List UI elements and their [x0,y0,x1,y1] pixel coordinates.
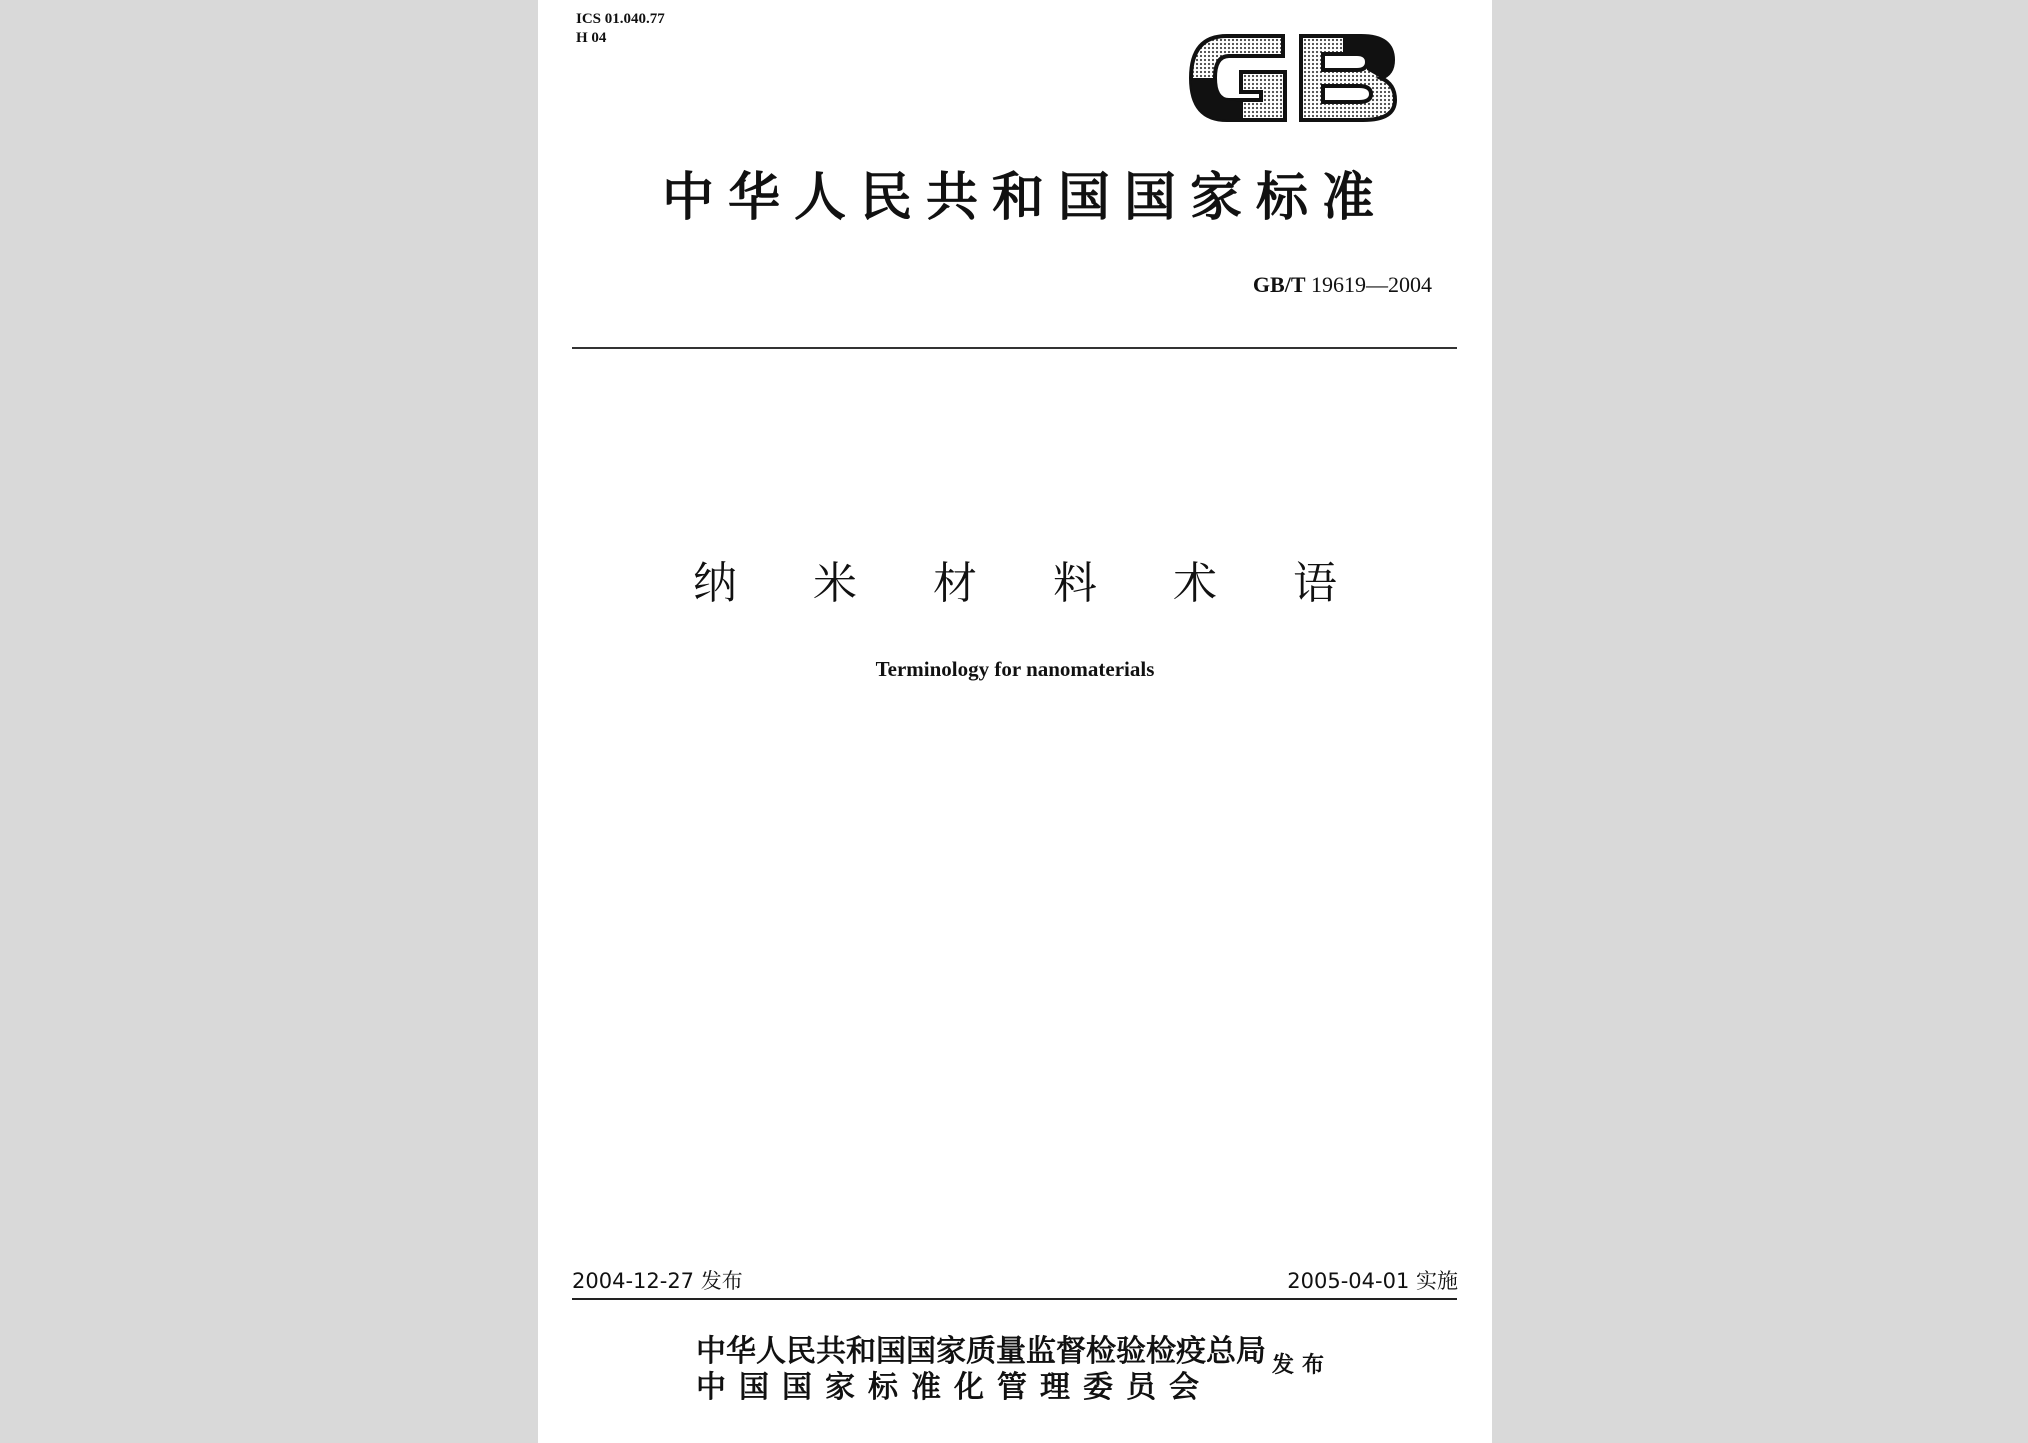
standard-code: 19619—2004 [1311,272,1432,297]
issue-date: 2004-12-27 发布 [572,1269,743,1293]
standard-prefix: GB/T [1252,272,1306,297]
standard-number [1253,272,1432,298]
ics-code: ICS 01.040.77 [576,11,665,27]
classification-codes [576,10,665,48]
title-english: Terminology for nanomaterials [875,657,1155,681]
gb-logo-icon [1183,22,1403,134]
issuing-authorities [696,1334,1266,1406]
issuer-aqsiq: 中华人民共和国国家质量监督检验检疫总局 [696,1334,1266,1369]
issuer-sac: 中国国家标准化管理委员会 [696,1370,1212,1405]
national-standard-heading: 中华人民共和国国家标准 [661,167,1388,228]
effective-date: 2005-04-01 实施 [1287,1269,1458,1293]
issued-label: 发布 [1272,1352,1333,1378]
title-chinese: 纳米材料术语 [693,558,1413,609]
standard-cover-page [538,0,1492,1443]
bottom-divider [572,1298,1457,1300]
top-divider [572,347,1457,349]
ccs-code: H 04 [576,30,607,46]
